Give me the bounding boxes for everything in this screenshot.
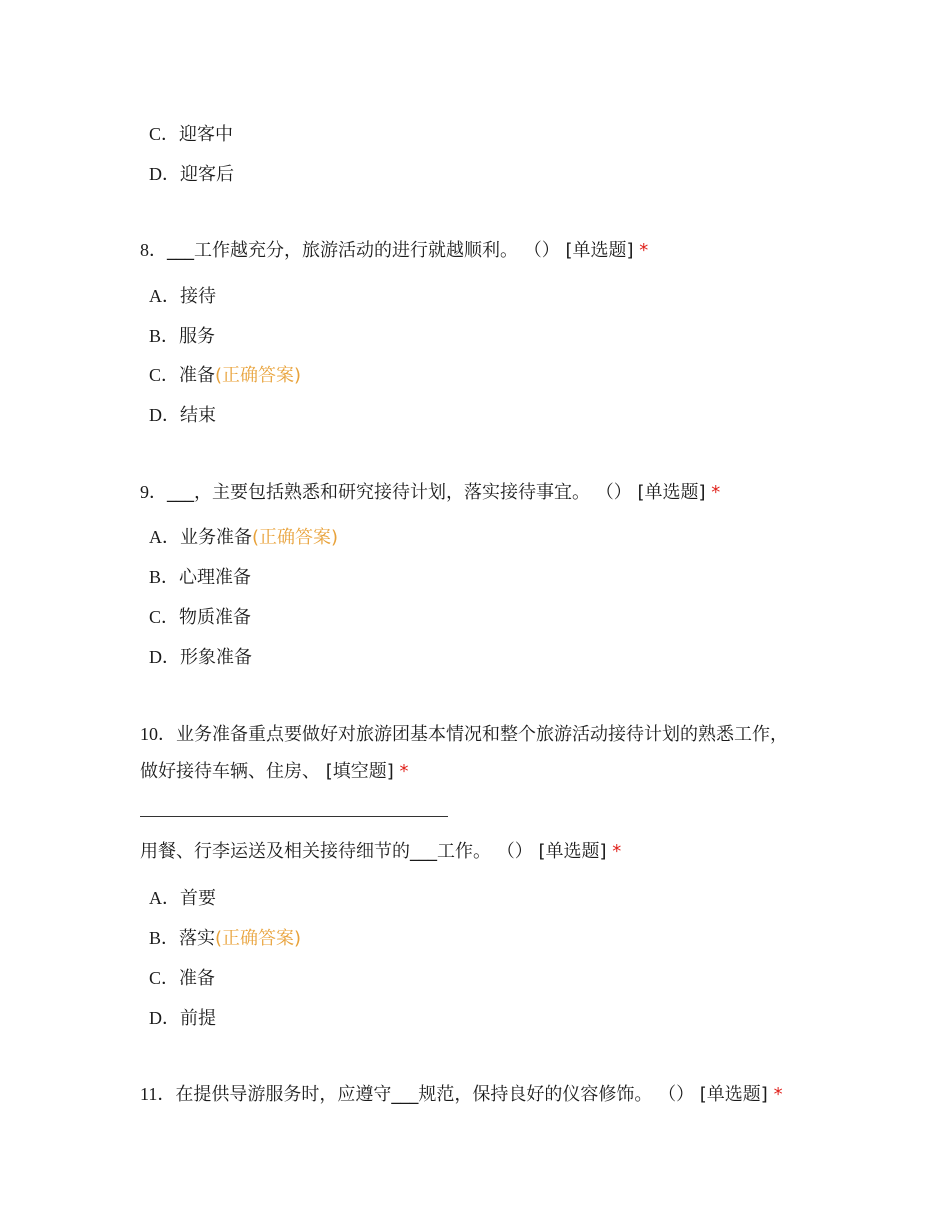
q8-option-c[interactable]: C．准备(正确答案) bbox=[149, 365, 302, 386]
q10-option-c[interactable]: C．准备 bbox=[149, 968, 216, 989]
question-10-title-line2: 做好接待车辆、住房、 [填空题] * bbox=[140, 761, 409, 782]
correct-answer-mark: (正确答案) bbox=[215, 365, 302, 386]
question-11-title: 11．在提供导游服务时，应遵守___规范，保持良好的仪容修饰。 （） [单选题] * bbox=[140, 1084, 783, 1105]
question-9-title: 9．___，主要包括熟悉和研究接待计划，落实接待事宜。 （） [单选题] * bbox=[140, 482, 721, 503]
q9-option-c[interactable]: C．物质准备 bbox=[149, 607, 252, 628]
q9-option-d[interactable]: D．形象准备 bbox=[149, 647, 252, 668]
question-8-title: 8．___工作越充分，旅游活动的进行就越顺利。 （） [单选题] * bbox=[140, 240, 649, 261]
question-10-title: 10．业务准备重点要做好对旅游团基本情况和整个旅游活动接待计划的熟悉工作， bbox=[140, 724, 788, 745]
option-c-prev[interactable]: C．迎客中 bbox=[149, 124, 234, 145]
q10-option-d[interactable]: D．前提 bbox=[149, 1008, 216, 1029]
q10-option-a[interactable]: A．首要 bbox=[149, 888, 216, 909]
fill-in-blank-input[interactable] bbox=[140, 816, 448, 817]
q10-option-b[interactable]: B．落实(正确答案) bbox=[149, 928, 302, 949]
option-d-prev[interactable]: D．迎客后 bbox=[149, 164, 234, 185]
q9-option-b[interactable]: B．心理准备 bbox=[149, 567, 252, 588]
question-10-continued: 用餐、行李运送及相关接待细节的___工作。 （） [单选题] * bbox=[140, 841, 622, 862]
q8-option-d[interactable]: D．结束 bbox=[149, 405, 216, 426]
q9-option-a[interactable]: A．业务准备(正确答案) bbox=[149, 527, 339, 548]
q8-option-b[interactable]: B．服务 bbox=[149, 326, 216, 347]
q8-option-a[interactable]: A．接待 bbox=[149, 286, 216, 307]
correct-answer-mark: (正确答案) bbox=[215, 928, 302, 949]
correct-answer-mark: (正确答案) bbox=[252, 527, 339, 548]
